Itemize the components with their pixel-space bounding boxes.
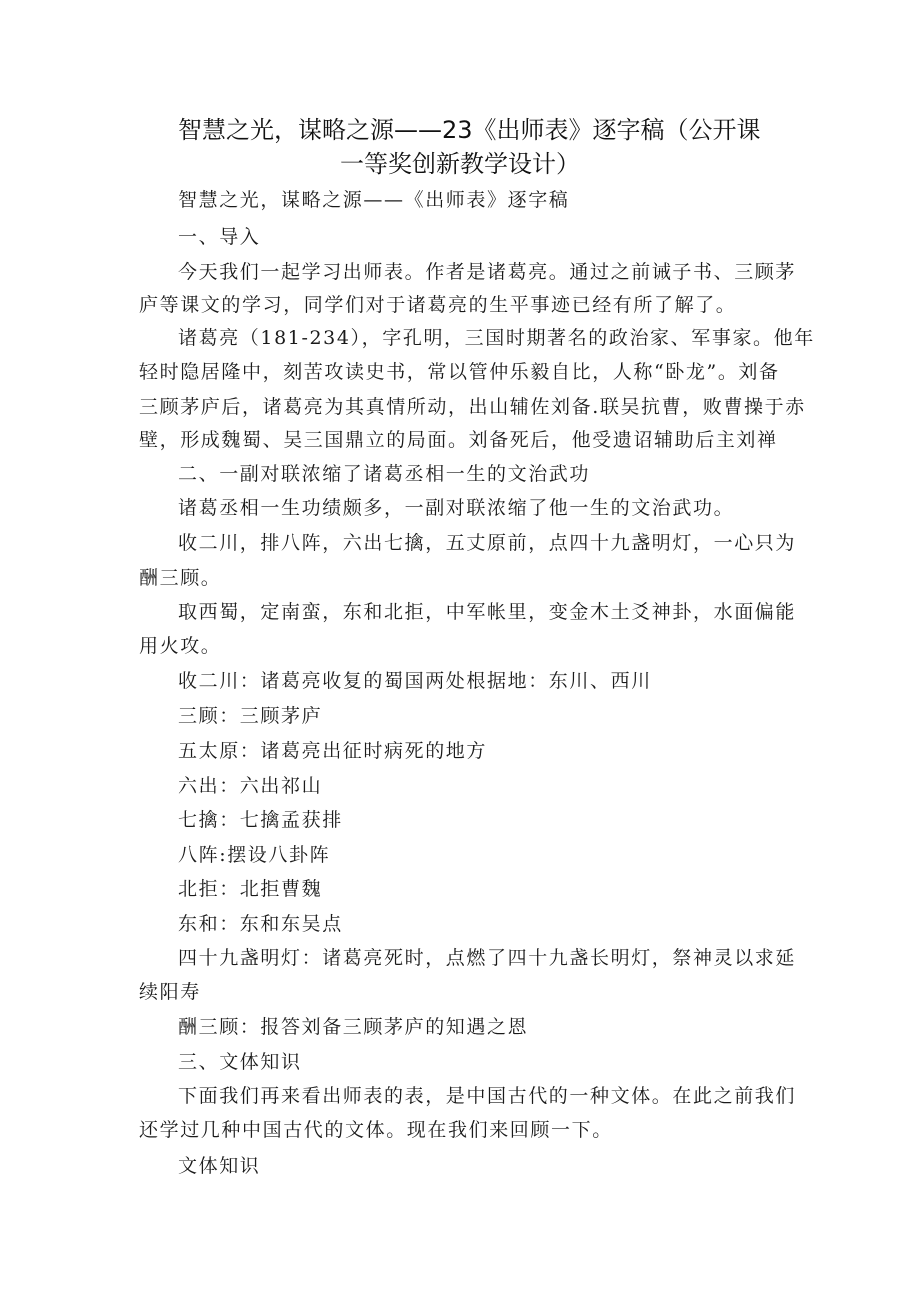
couplet-line: 用火攻。 (139, 635, 222, 657)
paragraph-line: 还学过几种中国古代的文体。现在我们来回顾一下。 (139, 1119, 613, 1141)
annotation-line: 三顾：三顾茅庐 (178, 705, 323, 727)
annotation-line: 酬三顾：报答刘备三顾茅庐的知遇之恩 (178, 1016, 529, 1038)
document-title-line-2: 一等奖创新教学设计） (340, 150, 580, 178)
couplet-line: 收二川，排八阵，六出七擒，五丈原前，点四十九盏明灯，一心只为 (178, 532, 797, 554)
annotation-line: 续阳寿 (139, 981, 201, 1003)
paragraph-line: 庐等课文的学习，同学们对于诸葛亮的生平事迹已经有所了解了。 (139, 294, 737, 316)
annotation-line: 七擒：七擒孟获排 (178, 809, 343, 831)
paragraph-line: 诸葛丞相一生功绩颇多，一副对联浓缩了他一生的文治武功。 (178, 497, 735, 519)
section-heading-intro: 一、导入 (178, 226, 261, 248)
annotation-line: 四十九盏明灯：诸葛亮死时，点燃了四十九盏长明灯，祭神灵以求延 (178, 947, 797, 969)
section-heading-couplet: 二、一副对联浓缩了诸葛丞相一生的文治武功 (178, 463, 591, 485)
paragraph-line: 轻时隐居隆中，刻苦攻读史书，常以管仲乐毅自比，人称“卧龙”。刘备 (139, 361, 780, 383)
annotation-line: 八阵:摆设八卦阵 (178, 844, 331, 866)
paragraph-line: 诸葛亮（181-234），字孔明，三国时期著名的政治家、军事家。他年 (178, 327, 815, 349)
annotation-line: 东和：东和东吴点 (178, 913, 343, 935)
annotation-line: 六出：六出祁山 (178, 775, 323, 797)
couplet-line: 酬三顾。 (139, 567, 222, 589)
paragraph-line: 今天我们一起学习出师表。作者是诸葛亮。通过之前诫子书、三顾茅 (178, 261, 797, 283)
subtitle-line: 智慧之光，谋略之源——《出师表》逐字稿 (178, 189, 570, 211)
paragraph-line: 三顾茅庐后，诸葛亮为其真情所动，出山辅佐刘备.联吴抗曹，败曹操于赤 (139, 396, 806, 418)
document-title-line-1: 智慧之光，谋略之源——23《出师表》逐字稿（公开课 (178, 116, 761, 144)
section-heading-genre: 三、文体知识 (178, 1051, 302, 1073)
paragraph-line: 文体知识 (178, 1155, 261, 1177)
couplet-line: 取西蜀，定南蛮，东和北拒，中军帐里，变金木土爻神卦，水面偏能 (178, 601, 797, 623)
paragraph-line: 壁，形成魏蜀、吴三国鼎立的局面。刘备死后，他受遗诏辅助后主刘禅 (139, 429, 778, 451)
annotation-line: 五太原：诸葛亮出征时病死的地方 (178, 740, 488, 762)
annotation-line: 北拒：北拒曹魏 (178, 878, 323, 900)
paragraph-line: 下面我们再来看出师表的表，是中国古代的一种文体。在此之前我们 (178, 1085, 797, 1107)
annotation-line: 收二川：诸葛亮收复的蜀国两处根据地：东川、西川 (178, 670, 652, 692)
